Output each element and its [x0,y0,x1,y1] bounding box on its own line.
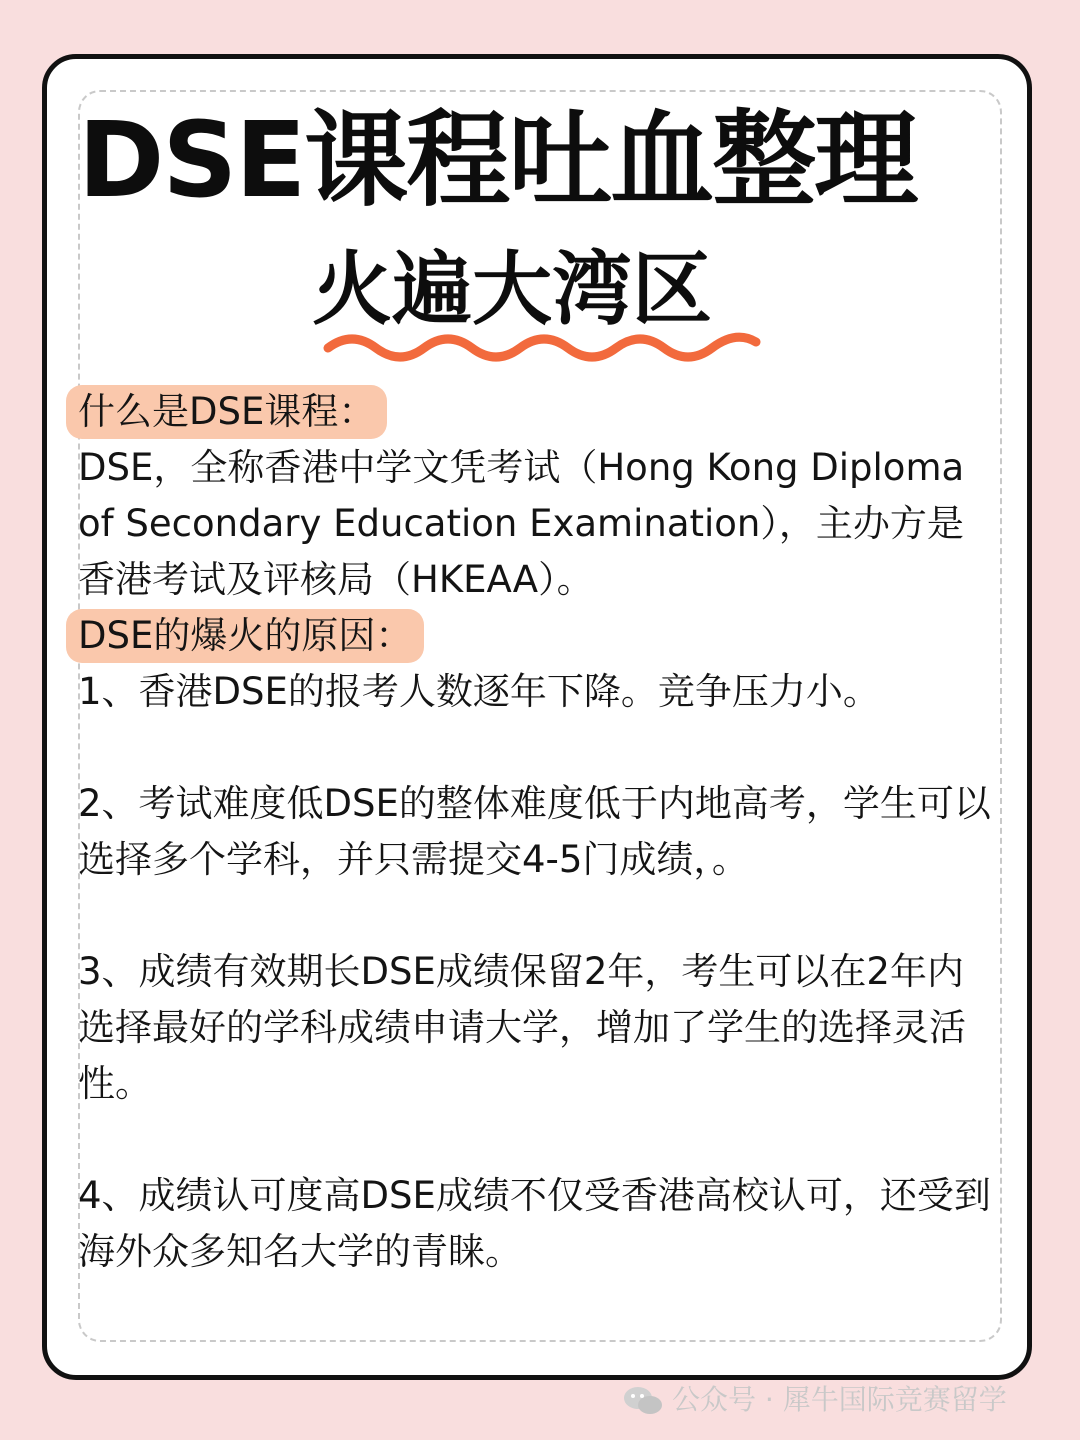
page-subtitle: 火遍大湾区 [312,243,712,336]
reason-item: 3、成绩有效期长DSE成绩保留2年，考生可以在2年内选择最好的学科成绩申请大学，增加了学生的选择灵活性。 [78,950,966,1105]
reason-item: 4、成绩认可度高DSE成绩不仅受香港高校认可，还受到海外众多知名大学的青睐。 [78,1174,991,1273]
watermark [622,1378,1007,1418]
section-body-what: DSE，全称香港中学文凭考试（Hong Kong Diploma of Secondary Education Examination），主办方是香港考试及评核局（HKEAA）。 [78,446,965,601]
reason-item: 1、香港DSE的报考人数逐年下降。竞争压力小。 [78,670,880,713]
wave-underline [322,326,762,370]
watermark-text: 公众号 · 犀牛国际竞赛留学 [672,1383,1007,1416]
section-heading-what: 什么是DSE课程： [66,385,387,439]
article-body [78,384,998,1280]
section-heading-why: DSE的爆火的原因： [66,609,424,663]
reason-item: 2、考试难度低DSE的整体难度低于内地高考，学生可以选择多个学科，并只需提交4-5门成绩，。 [78,782,991,881]
wechat-icon [622,1385,664,1417]
page-title: DSE课程吐血整理 [78,99,917,221]
